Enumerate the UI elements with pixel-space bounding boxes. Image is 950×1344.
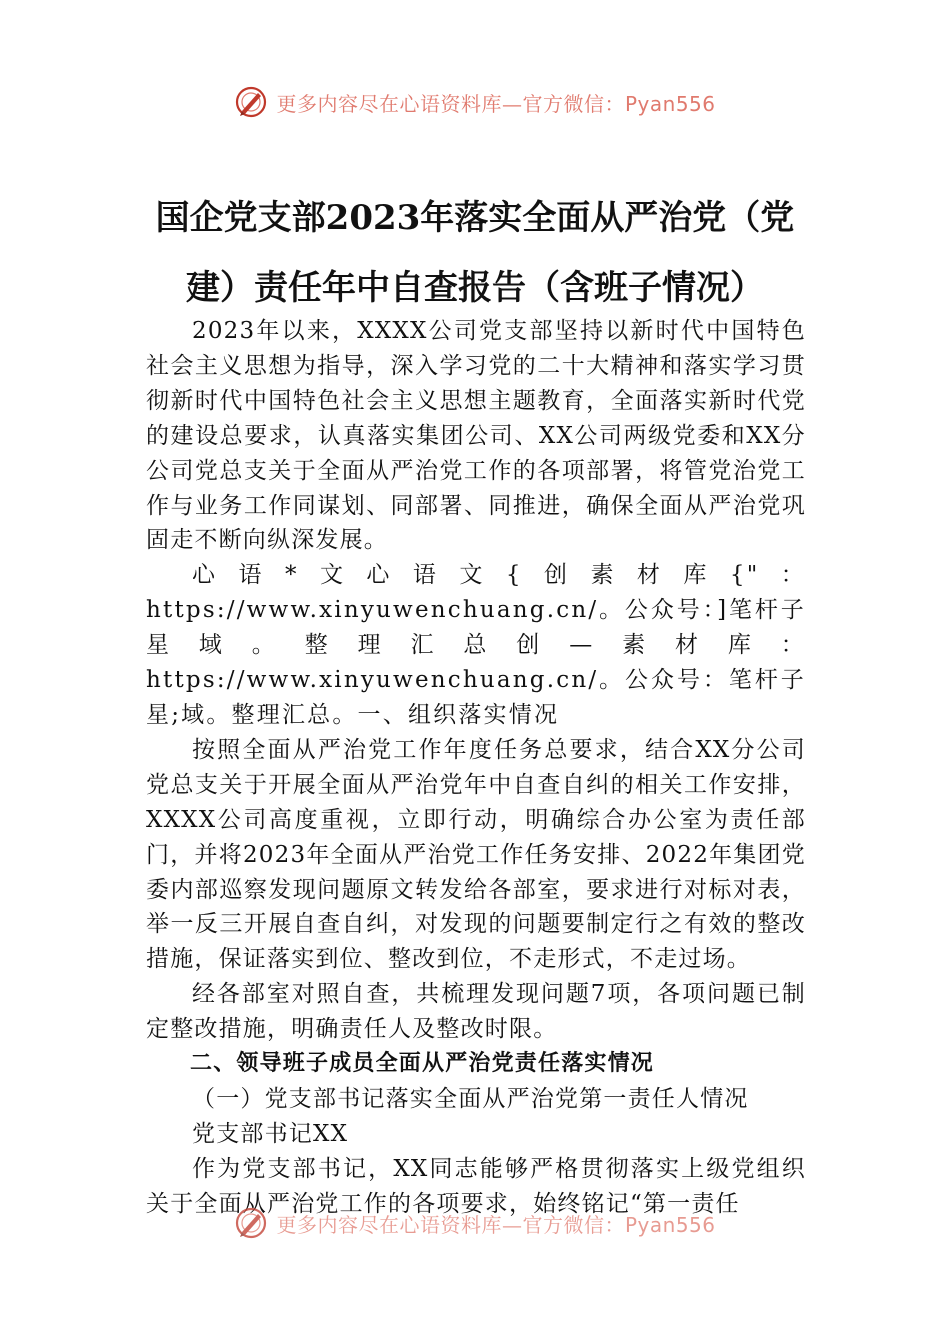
paragraph-self-check-result: 经各部室对照自查，共梳理发现问题7项，各项问题已制定整改措施，明确责任人及整改时限。 bbox=[146, 981, 806, 1043]
pen-circle-logo-icon bbox=[234, 85, 268, 119]
subsection-heading-1: （一）党支部书记落实全面从严治党第一责任人情况 bbox=[192, 1085, 749, 1112]
title-line-2: 建）责任年中自查报告（含班子情况） bbox=[186, 268, 764, 308]
watermark-text: 更多内容尽在心语资料库—官方微信：Pyan556 bbox=[276, 91, 716, 116]
pen-circle-logo-icon bbox=[234, 1206, 268, 1240]
section-heading-2: 二、领导班子成员全面从严治党责任落实情况 bbox=[190, 1051, 655, 1077]
paragraph-organization: 按照全面从严治党工作年度任务总要求，结合XX分公司党总支关于开展全面从严治党年中自查自纠的相关工作安排，XXXX公司高度重视，立即行动，明确综合办公室为责任部门，并将2023年全面从严治党工作任务安排、2022年集团党委内部巡察发现问题原文转发给各部室，要求进行对标对表，举一反三开展自查自纠，对发现的问题要制定行之有效的整改措施，保证落实到位、整改到位，不走形式，不走过场。 bbox=[146, 736, 806, 973]
paragraph-secretary-name: 党支部书记XX bbox=[192, 1120, 349, 1147]
watermark-footer bbox=[0, 1203, 950, 1243]
document-body bbox=[146, 314, 806, 1222]
document-title bbox=[120, 183, 830, 323]
paragraph-secretary-duty: 作为党支部书记，XX同志能够严格贯彻落实上级党组织关于全面从严治党工作的各项要求，始终铭记“第一责任 bbox=[146, 1155, 806, 1217]
paragraph-source-note: 心语*文心语文{创素材库{"：https://www.xinyuwenchuang.cn/。公众号：]笔杆子星域。整理汇总创—素材库：https://www.xinyuwenchuang.cn/。公众号：笔杆子星;域。整理汇总。一、组织落实情况 bbox=[146, 562, 806, 728]
watermark-text: 更多内容尽在心语资料库—官方微信：Pyan556 bbox=[276, 1212, 716, 1237]
watermark-header bbox=[0, 82, 950, 122]
title-line-1: 国企党支部2023年落实全面从严治党（党 bbox=[155, 198, 795, 238]
paragraph-intro: 2023年以来，XXXX公司党支部坚持以新时代中国特色社会主义思想为指导，深入学习党的二十大精神和落实学习贯彻新时代中国特色社会主义思想主题教育，全面落实新时代党的建设总要求，认真落实集团公司、XX公司两级党委和XX分公司党总支关于全面从严治党工作的各项部署，将管党治党工作与业务工作同谋划、同部署、同推进，确保全面从严治党巩固走不断向纵深发展。 bbox=[146, 318, 806, 554]
